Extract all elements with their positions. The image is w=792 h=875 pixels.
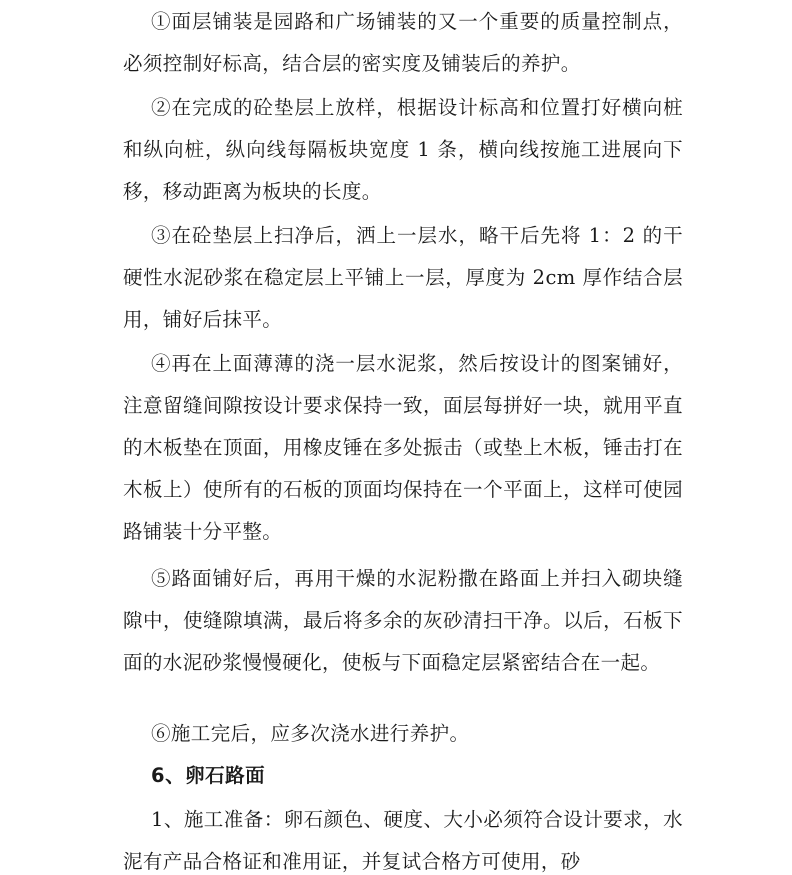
paragraph-surface-paving-quality: ①面层铺装是园路和广场铺装的又一个重要的质量控制点，必须控制好标高，结合层的密实度及铺装后的养护。 bbox=[123, 10, 683, 75]
paragraph-construction-preparation: 1、施工准备：卵石颜色、硬度、大小必须符合设计要求，水泥有产品合格证和准用证，并复试合格方可使用，砂 bbox=[123, 808, 683, 873]
paragraph-layout-staking: ②在完成的砼垫层上放样，根据设计标高和位置打好横向桩和纵向桩，纵向线每隔板块宽度 1 条，横向线按施工进展向下移，移动距离为板块的长度。 bbox=[123, 96, 683, 203]
section-heading-pebble-road: 6、卵石路面 bbox=[151, 764, 266, 787]
paragraph-joint-filling: ⑤路面铺好后，再用干燥的水泥粉撒在路面上并扫入砌块缝隙中，使缝隙填满，最后将多余的灰砂清扫干净。以后，石板下面的水泥砂浆慢慢硬化，使板与下面稳定层紧密结合在一起。 bbox=[123, 567, 683, 674]
paragraph-laying-slabs: ④再在上面薄薄的浇一层水泥浆，然后按设计的图案铺好，注意留缝间隙按设计要求保持一致，面层每拼好一块，就用平直的木板垫在顶面，用橡皮锤在多处振击（或垫上木板，锤击打在木板上）使所有的石板的顶面均保持在一个平面上，这样可使园路铺装十分平整。 bbox=[123, 352, 683, 543]
paragraph-curing: ⑥施工完后，应多次浇水进行养护。 bbox=[151, 722, 470, 745]
paragraph-bonding-layer: ③在砼垫层上扫净后，洒上一层水，略干后先将 1：2 的干硬性水泥砂浆在稳定层上平铺上一层，厚度为 2cm 厚作结合层用，铺好后抹平。 bbox=[123, 224, 683, 331]
